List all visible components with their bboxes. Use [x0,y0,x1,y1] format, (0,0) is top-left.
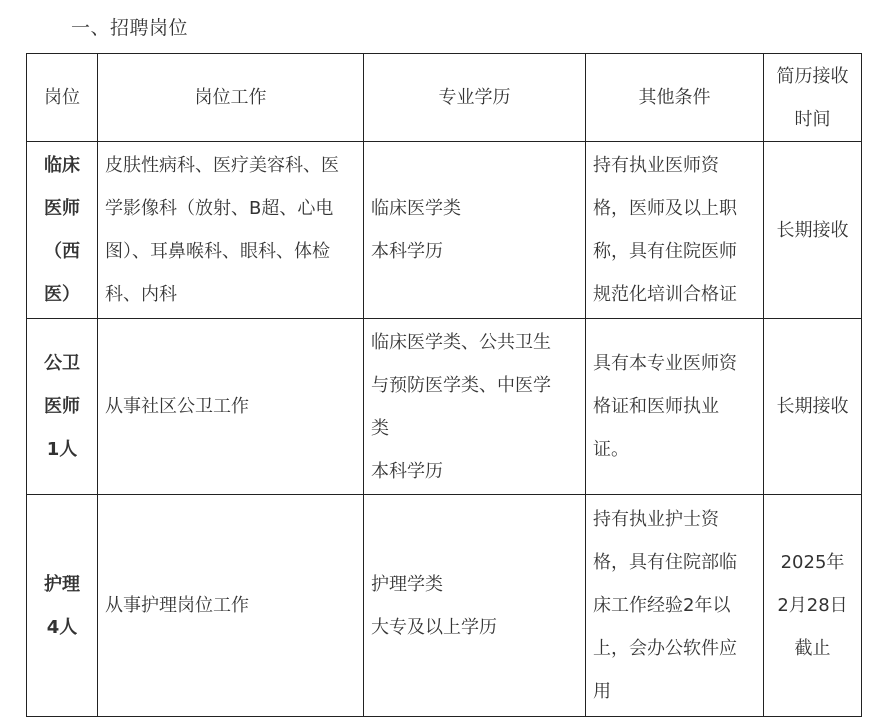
position-line: 医师 [44,396,80,417]
time-line: 长期接收 [776,396,849,417]
header-work: 岗位工作 [98,54,364,142]
header-other: 其他条件 [586,54,764,142]
header-time-line: 时间 [794,108,831,130]
position-line: 临床 [44,155,80,176]
table-row [27,319,862,495]
time-line: 2025年 [780,552,845,573]
work-cell [98,319,364,495]
work-line: 科、内科 [105,284,177,305]
work-line: 从事社区公卫工作 [105,396,249,417]
position-line: 护理 [44,573,80,595]
work-line: 学影像科（放射、B超、心电 [105,198,334,219]
header-time-line: 简历接收 [776,65,849,87]
other-line: 称，具有住院医师 [593,241,737,262]
work-cell [98,495,364,717]
position-line: 医师 [44,198,80,219]
time-cell [764,495,862,717]
table-header-row [27,54,862,142]
major-line: 本科学历 [371,460,443,482]
major-cell [364,142,586,319]
position-cell [27,495,98,717]
work-line: 图）、耳鼻喉科、眼科、体检 [105,241,330,262]
time-line: 截止 [794,638,831,659]
position-cell [27,319,98,495]
time-line: 长期接收 [776,219,849,241]
other-line: 床工作经验2年以 [593,595,731,616]
other-cell [586,319,764,495]
other-line: 持有执业医师资 [593,155,719,176]
major-cell [364,319,586,495]
time-cell [764,142,862,319]
time-cell [764,319,862,495]
major-line: 大专及以上学历 [371,616,497,638]
position-cell [27,142,98,319]
other-cell [586,495,764,717]
position-line: 4人 [46,616,78,638]
table-row [27,495,862,717]
work-line: 从事护理岗位工作 [105,595,249,616]
table-row [27,142,862,319]
position-line: 医） [44,284,80,305]
major-cell [364,495,586,717]
other-line: 用 [593,681,611,702]
recruitment-table [26,53,862,717]
header-time [764,54,862,142]
section-heading: 一、招聘岗位 [71,17,189,39]
other-line: 格，具有住院部临 [593,552,737,573]
header-position: 岗位 [27,54,98,142]
major-line: 临床医学类 [371,198,461,219]
other-line: 格证和医师执业 [593,396,719,417]
time-line: 2月28日 [777,595,848,616]
major-line: 临床医学类、公共卫生 [371,331,551,353]
position-line: （西 [44,241,80,262]
other-line: 规范化培训合格证 [593,284,737,305]
position-line: 1人 [46,439,78,460]
work-line: 皮肤性病科、医疗美容科、医 [105,155,339,176]
major-line: 护理学类 [371,573,443,595]
major-line: 类 [371,417,389,439]
other-cell [586,142,764,319]
work-cell [98,142,364,319]
other-line: 证。 [593,439,629,460]
major-line: 本科学历 [371,241,443,262]
other-line: 持有执业护士资 [593,509,719,530]
other-line: 上，会办公软件应 [593,638,737,659]
other-line: 格，医师及以上职 [593,198,737,219]
header-major: 专业学历 [364,54,586,142]
other-line: 具有本专业医师资 [593,353,737,374]
major-line: 与预防医学类、中医学 [371,374,551,396]
position-line: 公卫 [44,353,80,374]
